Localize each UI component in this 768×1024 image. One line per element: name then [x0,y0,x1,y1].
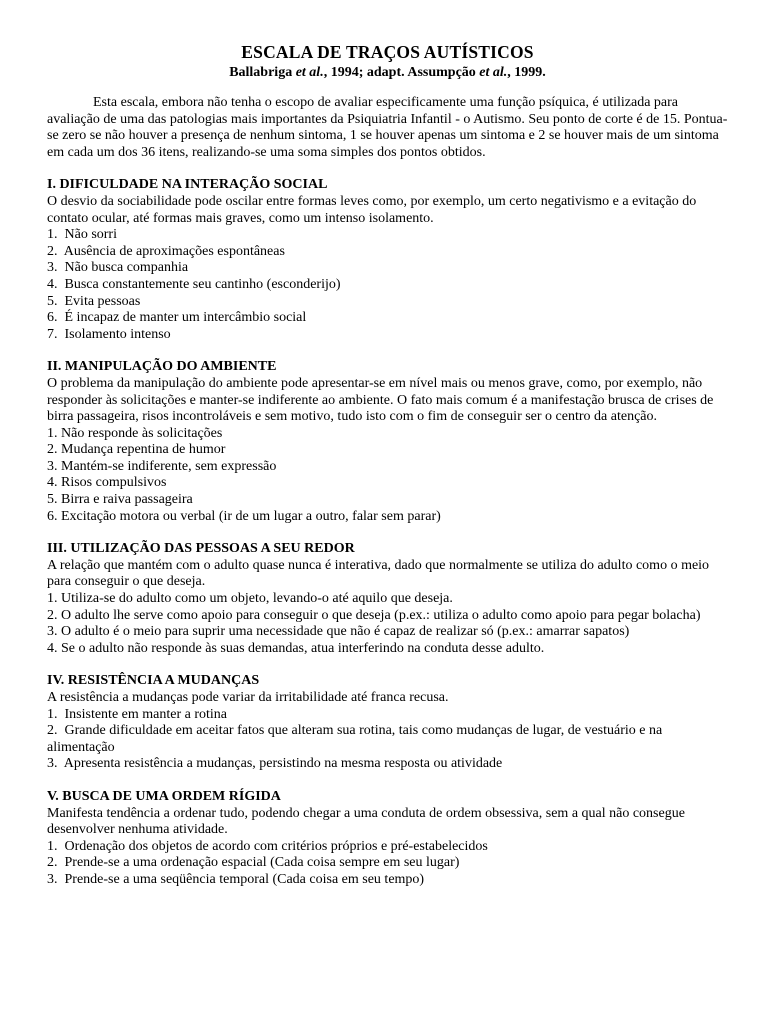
item-number: 3. [47,458,61,474]
item-text: Grande dificuldade em aceitar fatos que alteram sua rotina, tais como mudanças de lugar, de vestuário e na alimentação [47,723,663,755]
list-item [47,492,728,509]
list-item [47,839,728,856]
item-number: 3. [47,756,64,772]
section-heading: I. DIFICULDADE NA INTERAÇÃO SOCIAL [47,177,328,193]
item-text: Insistente em manter a rotina [64,706,227,722]
list-item [47,459,728,476]
item-text: Apresenta resistência a mudanças, persistindo na mesma resposta ou atividade [63,756,503,772]
item-text: Se o adulto não responde às suas demandas, atua interferindo na conduta desse adulto. [61,640,545,656]
item-number: 2. [47,442,61,458]
document-subtitle [47,64,728,81]
item-text: É incapaz de manter um intercâmbio social [64,310,307,326]
list-item [47,707,728,724]
sections-container [47,177,728,888]
item-text: Mudança repentina de humor [61,442,226,458]
list-item [47,872,728,889]
scale-section [47,673,728,773]
item-number: 2. [47,607,61,623]
item-text: O adulto lhe serve como apoio para conseguir o que deseja (p.ex.: utiliza o adulto como apoio para pegar bolacha) [61,607,701,623]
item-text: Prende-se a uma ordenação espacial (Cada coisa sempre em seu lugar) [64,855,460,871]
item-text: Ordenação dos objetos de acordo com critérios próprios e pré-estabelecidos [64,838,488,854]
item-list [47,591,728,657]
item-number: 2. [47,243,64,259]
item-number: 1. [47,425,61,441]
item-text: Prende-se a uma seqüência temporal (Cada coisa em seu tempo) [64,871,425,887]
list-item [47,442,728,459]
item-list [47,227,728,343]
scale-section [47,541,728,657]
section-heading: III. UTILIZAÇÃO DAS PESSOAS A SEU REDOR [47,541,355,557]
item-number: 1. [47,227,65,243]
item-number: 3. [47,624,61,640]
section-description: O desvio da sociabilidade pode oscilar entre formas leves como, por exemplo, um certo negativismo e a evitação do contato ocular, até formas mais graves, como um intenso isolamento. [47,193,697,226]
item-number: 7. [47,326,65,342]
subtitle-etal: et al. [295,65,324,80]
list-item [47,855,728,872]
list-item [47,641,728,658]
item-number: 3. [47,871,65,887]
section-description: A relação que mantém com o adulto quase nunca é interativa, dado que normalmente se utiliza do adulto como o meio para conseguir o que deseja. [47,557,710,590]
list-item [47,294,728,311]
scale-section [47,359,728,525]
item-number: 4. [47,475,61,491]
subtitle-etal: et al. [479,65,508,80]
intro-paragraph: Esta escala, embora não tenha o escopo de avaliar especificamente uma função psíquica, é utilizada para avaliação de uma das patologias mais importantes da Psiquiatria Infantil - o Autismo. Seu ponto de corte é de 15. Pontua-se zero se não houver a presença de nenhum sintoma, 1 se houver apenas um sintoma e 2 se houver mais de um sintoma em cada um dos 36 itens, realizando-se uma soma simples dos pontos obtidos. [47,95,728,160]
list-item [47,608,728,625]
item-text: Risos compulsivos [61,475,167,491]
item-number: 1. [47,838,65,854]
item-text: Não busca companhia [64,260,189,276]
section-description: Manifesta tendência a ordenar tudo, podendo chegar a uma conduta de ordem obsessiva, sem a qual não consegue desenvolver nenhuma atividade. [47,805,685,838]
section-description: A resistência a mudanças pode variar da irritabilidade até franca recusa. [47,690,449,705]
item-number: 5. [47,492,61,508]
item-text: Isolamento intenso [64,326,171,342]
item-number: 3. [47,260,65,276]
list-item [47,260,728,277]
subtitle-part: Ballabriga [229,65,296,80]
item-text: Busca constantemente seu cantinho (esconderijo) [64,276,341,292]
list-item [47,624,728,641]
item-list [47,839,728,889]
list-item [47,227,728,244]
item-text: Excitação motora ou verbal (ir de um lugar a outro, falar sem parar) [61,508,441,524]
list-item [47,756,728,773]
list-item [47,244,728,261]
section-description: O problema da manipulação do ambiente pode apresentar-se em nível mais ou menos grave, como, por exemplo, não responder às solicitações e manter-se indiferente ao ambiente. O fato mais comum é a manifestação brusca de crises de birra passageira, risos incontroláveis e sem motivo, tudo isto com o fim de conseguir ser o centro da atenção. [47,375,714,425]
item-number: 4. [47,276,65,292]
section-heading: IV. RESISTÊNCIA A MUDANÇAS [47,673,260,689]
scale-section [47,177,728,343]
item-text: O adulto é o meio para suprir uma necessidade que não é capaz de realizar só (p.ex.: amarrar sapatos) [61,624,630,640]
list-item [47,509,728,526]
subtitle-part: , 1994; adapt. Assumpção [323,65,480,80]
list-item [47,475,728,492]
item-number: 2. [47,723,65,739]
item-number: 1. [47,706,65,722]
section-heading: V. BUSCA DE UMA ORDEM RÍGIDA [47,788,281,804]
item-text: Não sorri [64,227,117,243]
item-text: Ausência de aproximações espontâneas [63,243,285,259]
item-text: Mantém-se indiferente, sem expressão [61,458,277,474]
item-list [47,426,728,526]
subtitle-part: , 1999. [507,65,546,80]
item-number: 2. [47,855,65,871]
document-title: ESCALA DE TRAÇOS AUTÍSTICOS [241,42,534,62]
list-item [47,310,728,327]
item-text: Utiliza-se do adulto como um objeto, levando-o até aquilo que deseja. [61,591,453,607]
item-text: Birra e raiva passageira [61,492,193,508]
section-heading: II. MANIPULAÇÃO DO AMBIENTE [47,359,277,375]
item-number: 6. [47,508,61,524]
list-item [47,591,728,608]
item-list [47,707,728,773]
item-text: Não responde às solicitações [61,425,223,441]
list-item [47,426,728,443]
list-item [47,723,728,756]
list-item [47,327,728,344]
scale-section [47,789,728,889]
item-number: 1. [47,591,61,607]
item-text: Evita pessoas [64,293,141,309]
item-number: 5. [47,293,65,309]
list-item [47,277,728,294]
item-number: 4. [47,640,61,656]
item-number: 6. [47,310,65,326]
